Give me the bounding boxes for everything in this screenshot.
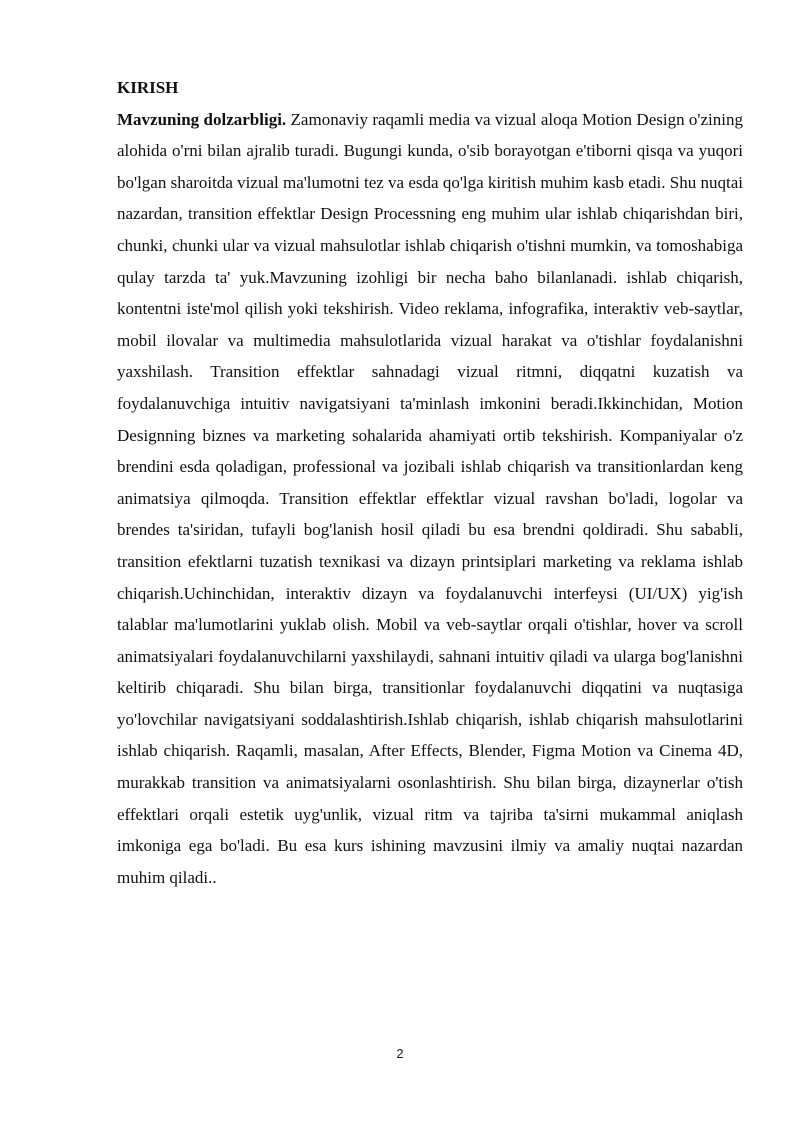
document-page — [117, 72, 743, 893]
paragraph-text: Zamonaviy raqamli media va vizual aloqa Motion Design o'zining alohida o'rni bilan ajralib turadi. Bugungi kunda, o'sib borayotgan e'tiborni qisqa va yuqori bo'lgan sharoitda vizual ma'lumotni tez va esda qo'lga kiritish muhim kasb etadi. Shu nuqtai nazardan, transition effektlar Design Processning eng muhim ular ishlab chiqarishdan biri, chunki, chunki ular va vizual mahsulotlar ishlab chiqarish o'tishni mumkin, va tomoshabiga qulay tarzda ta' yuk.Mavzuning izohligi bir necha baho bilanlanadi. ishlab chiqarish, kontentni iste'mol qilish yoki tekshirish. Video reklama, infografika, interaktiv veb-saytlar, mobil ilovalar va multimedia mahsulotlarida vizual harakat va o'tishlar foydalanishni yaxshilash. Transition effektlar sahnadagi vizual ritmni, diqqatni kuzatish va foydalanuvchiga intuitiv navigatsiyani ta'minlash imkonini beradi.Ikkinchidan, Motion Designning biznes va marketing sohalarida ahamiyati ortib tekshirish. Kompaniyalar o'z brendini esda qoladigan, professional va jozibali ishlab chiqarish va transitionlardan keng animatsiya qilmoqda. Transition effektlar effektlar vizual ravshan bo'ladi, logolar va brendes ta'siridan, tufayli bog'lanish hosil qiladi bu esa brendni qoldiradi. Shu sababli, transition efektlarni tuzatish texnikasi va dizayn printsiplari marketing va reklama ishlab chiqarish.Uchinchidan, interaktiv dizayn va foydalanuvchi interfeysi (UI/UX) yig'ish talablar ma'lumotlarini yuklab olish. Mobil va veb-saytlar orqali o'tishlar, hover va scroll animatsiyalari foydalanuvchilarni yaxshilaydi, sahnani intuitiv qiladi va ularga bog'lanishni keltirib chiqaradi. Shu bilan birga, transitionlar foydalanuvchi diqqatini va nuqtasiga yo'lovchilar navigatsiyani soddalashtirish.Ishlab chiqarish, ishlab chiqarish mahsulotlarini ishlab chiqarish. Raqamli, masalan, After Effects, Blender, Figma Motion va Cinema 4D, murakkab transition va animatsiyalarni osonlashtirish. Shu bilan birga, dizaynerlar o'tish effektlari orqali estetik uyg'unlik, vizual ritm va tajriba ta'sirni mukammal aniqlash imkoniga ega bo'ladi. Bu esa kurs ishining mavzusini ilmiy va amaliy nuqtai nazardan muhim qiladi.. — [117, 109, 743, 887]
page-number: 2 — [396, 1046, 404, 1061]
body-paragraph — [117, 104, 743, 894]
paragraph-lead: Mavzuning dolzarbligi. — [117, 109, 287, 129]
section-heading: KIRISH — [117, 78, 179, 97]
